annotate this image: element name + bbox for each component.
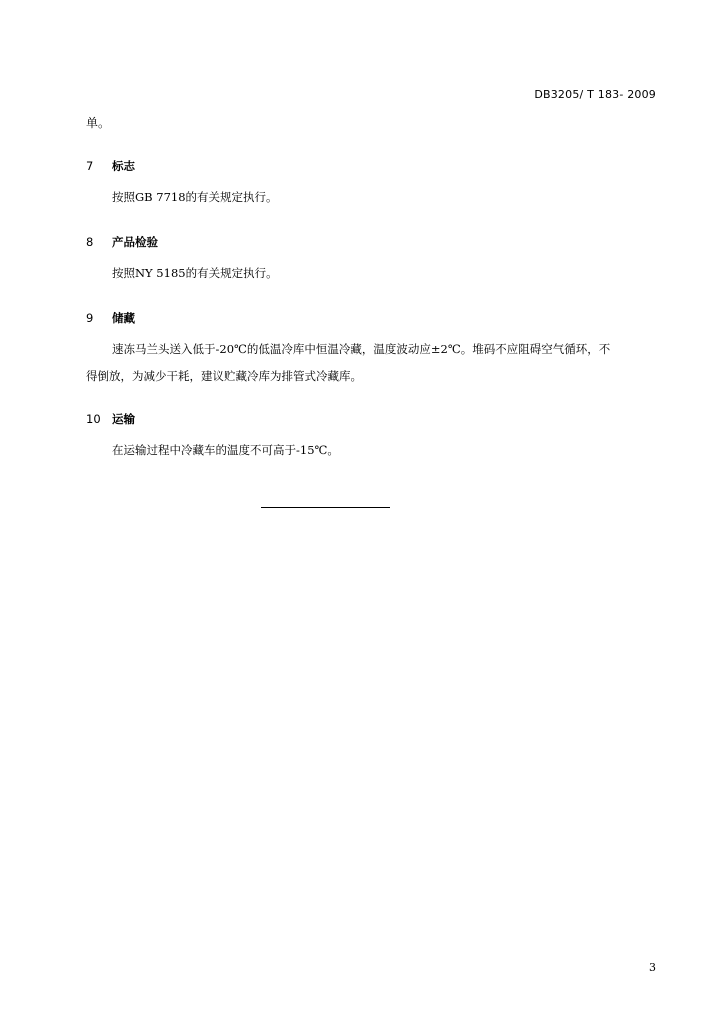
section-paragraph-9 <box>86 336 658 390</box>
page-number: 3 <box>649 961 656 974</box>
section-number: 7 <box>86 159 94 173</box>
standard-code: DB3205/ T 183- 2009 <box>534 88 656 101</box>
section-title: 储藏 <box>112 311 136 325</box>
end-rule <box>261 507 390 508</box>
section-title: 运输 <box>112 412 136 426</box>
paragraph-line: 速冻马兰头送入低于-20℃的低温冷库中恒温冷藏，温度波动应±2℃。堆码不应阻碍空气循环，不 <box>112 342 611 356</box>
paragraph-line: 得倒放，为减少干耗，建议贮藏冷库为排管式冷藏库。 <box>86 369 362 383</box>
section-paragraph-8 <box>86 260 658 287</box>
section-heading-8 <box>86 234 158 250</box>
section-number: 9 <box>86 311 94 325</box>
section-title: 产品检验 <box>112 235 159 249</box>
section-paragraph-7 <box>86 184 658 211</box>
section-number: 10 <box>86 412 101 426</box>
section-heading-10 <box>86 411 135 427</box>
section-heading-7 <box>86 158 135 174</box>
section-heading-9 <box>86 310 135 326</box>
continuation-text: 单。 <box>86 116 111 130</box>
paragraph-line: 按照GB 7718的有关规定执行。 <box>112 190 278 204</box>
section-number: 8 <box>86 235 94 249</box>
paragraph-line: 按照NY 5185的有关规定执行。 <box>112 266 278 280</box>
paragraph-line: 在运输过程中冷藏车的温度不可高于-15℃。 <box>112 443 339 457</box>
section-title: 标志 <box>112 159 136 173</box>
section-paragraph-10 <box>86 437 658 464</box>
